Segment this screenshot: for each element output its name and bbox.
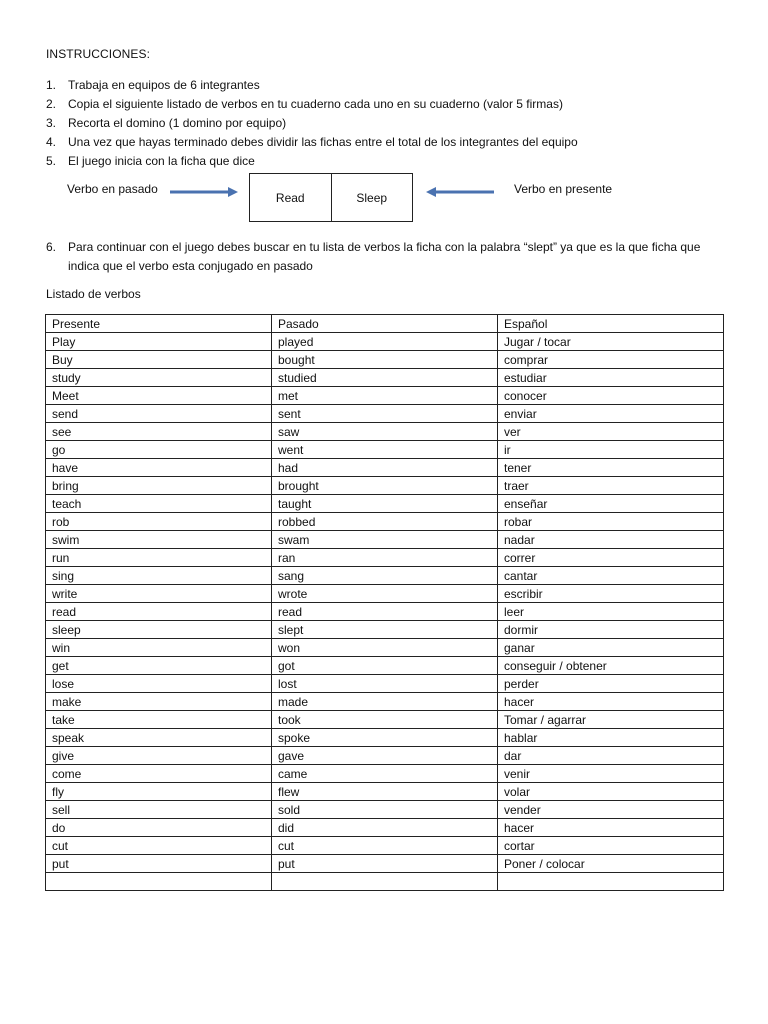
cell-espanol (498, 873, 724, 891)
table-row (46, 711, 724, 729)
cell-espanol: Poner / colocar (498, 855, 724, 873)
cell-pasado: flew (272, 783, 498, 801)
cell-pasado: bought (272, 351, 498, 369)
cell-espanol: conocer (498, 387, 724, 405)
cell-espanol: enviar (498, 405, 724, 423)
cell-espanol: perder (498, 675, 724, 693)
cell-presente: see (46, 423, 272, 441)
domino-tile (249, 173, 413, 222)
instruction-step: 3. Recorta el domino (1 domino por equipo) (46, 116, 287, 130)
table-row (46, 657, 724, 675)
table-row (46, 585, 724, 603)
instruction-step: 4. Una vez que hayas terminado debes dividir las fichas entre el total de los integrantes del equipo (46, 135, 578, 149)
table-row (46, 783, 724, 801)
table-header-row (46, 315, 724, 333)
instruction-step: 5. El juego inicia con la ficha que dice (46, 154, 255, 168)
cell-pasado: brought (272, 477, 498, 495)
cell-presente: make (46, 693, 272, 711)
cell-espanol: hablar (498, 729, 724, 747)
header-pasado: Pasado (272, 315, 498, 333)
cell-espanol: conseguir / obtener (498, 657, 724, 675)
cell-presente: have (46, 459, 272, 477)
arrow-left-icon (424, 186, 494, 198)
cell-presente: rob (46, 513, 272, 531)
table-row (46, 819, 724, 837)
table-row (46, 441, 724, 459)
cell-espanol: enseñar (498, 495, 724, 513)
cell-presente: teach (46, 495, 272, 513)
cell-espanol: cantar (498, 567, 724, 585)
cell-pasado: gave (272, 747, 498, 765)
cell-presente: get (46, 657, 272, 675)
cell-espanol: ir (498, 441, 724, 459)
cell-pasado: cut (272, 837, 498, 855)
cell-espanol: volar (498, 783, 724, 801)
cell-presente: Meet (46, 387, 272, 405)
table-row (46, 513, 724, 531)
cell-espanol: hacer (498, 693, 724, 711)
cell-pasado: slept (272, 621, 498, 639)
cell-pasado: had (272, 459, 498, 477)
cell-presente: Buy (46, 351, 272, 369)
cell-espanol: Tomar / agarrar (498, 711, 724, 729)
cell-pasado (272, 873, 498, 891)
cell-pasado: saw (272, 423, 498, 441)
instruction-step: 2. Copia el siguiente listado de verbos en tu cuaderno cada uno en su cuaderno (valor 5 firmas) (46, 97, 563, 111)
table-row (46, 423, 724, 441)
cell-pasado: lost (272, 675, 498, 693)
cell-presente: bring (46, 477, 272, 495)
table-row (46, 477, 724, 495)
cell-presente: sell (46, 801, 272, 819)
cell-espanol: leer (498, 603, 724, 621)
cell-pasado: played (272, 333, 498, 351)
domino-example (0, 172, 768, 222)
cell-pasado: got (272, 657, 498, 675)
cell-pasado: made (272, 693, 498, 711)
cell-presente: write (46, 585, 272, 603)
cell-presente: win (46, 639, 272, 657)
table-row (46, 729, 724, 747)
cell-pasado: won (272, 639, 498, 657)
cell-presente: take (46, 711, 272, 729)
cell-espanol: ver (498, 423, 724, 441)
table-row (46, 549, 724, 567)
cell-espanol: hacer (498, 819, 724, 837)
cell-espanol: ganar (498, 639, 724, 657)
cell-pasado: spoke (272, 729, 498, 747)
cell-pasado: robbed (272, 513, 498, 531)
cell-presente: study (46, 369, 272, 387)
cell-presente: run (46, 549, 272, 567)
table-row (46, 837, 724, 855)
cell-presente: do (46, 819, 272, 837)
cell-presente: go (46, 441, 272, 459)
cell-presente: lose (46, 675, 272, 693)
cell-presente: come (46, 765, 272, 783)
cell-espanol: cortar (498, 837, 724, 855)
cell-espanol: estudiar (498, 369, 724, 387)
verb-table (45, 314, 724, 891)
cell-pasado: came (272, 765, 498, 783)
cell-presente: cut (46, 837, 272, 855)
cell-presente: sing (46, 567, 272, 585)
verb-list-title: Listado de verbos (46, 287, 141, 301)
table-row (46, 459, 724, 477)
cell-presente: fly (46, 783, 272, 801)
cell-presente: Play (46, 333, 272, 351)
cell-pasado: sent (272, 405, 498, 423)
header-presente: Presente (46, 315, 272, 333)
cell-espanol: traer (498, 477, 724, 495)
table-row (46, 747, 724, 765)
cell-pasado: put (272, 855, 498, 873)
cell-espanol: venir (498, 765, 724, 783)
table-row (46, 675, 724, 693)
cell-espanol: robar (498, 513, 724, 531)
table-row (46, 855, 724, 873)
instruction-step-6 (46, 238, 726, 276)
cell-pasado: studied (272, 369, 498, 387)
cell-presente: send (46, 405, 272, 423)
table-row (46, 369, 724, 387)
table-row (46, 873, 724, 891)
domino-right-half: Sleep (356, 190, 388, 205)
cell-presente: put (46, 855, 272, 873)
header-espanol: Español (498, 315, 724, 333)
table-row (46, 351, 724, 369)
cell-espanol: nadar (498, 531, 724, 549)
cell-pasado: ran (272, 549, 498, 567)
instruction-step: 1. Trabaja en equipos de 6 integrantes (46, 78, 260, 92)
instruction-step: 6. Para continuar con el juego debes buscar en tu lista de verbos la ficha con la palabra “slept” ya que es la que ficha que indica que el verbo esta conjugado en pasado (46, 240, 701, 273)
table-row (46, 603, 724, 621)
label-past: Verbo en pasado (67, 182, 158, 196)
domino-left-half: Read (250, 174, 332, 221)
table-row (46, 333, 724, 351)
instruction-steps (46, 76, 736, 171)
cell-presente: speak (46, 729, 272, 747)
cell-presente: give (46, 747, 272, 765)
table-row (46, 531, 724, 549)
table-row (46, 405, 724, 423)
cell-espanol: dar (498, 747, 724, 765)
cell-espanol: tener (498, 459, 724, 477)
cell-espanol: vender (498, 801, 724, 819)
cell-presente: read (46, 603, 272, 621)
table-row (46, 567, 724, 585)
arrow-right-icon (170, 186, 240, 198)
table-row (46, 621, 724, 639)
table-row (46, 639, 724, 657)
cell-pasado: met (272, 387, 498, 405)
cell-espanol: comprar (498, 351, 724, 369)
cell-pasado: wrote (272, 585, 498, 603)
cell-pasado: went (272, 441, 498, 459)
cell-pasado: swam (272, 531, 498, 549)
cell-pasado: taught (272, 495, 498, 513)
table-row (46, 495, 724, 513)
cell-espanol: Jugar / tocar (498, 333, 724, 351)
cell-presente (46, 873, 272, 891)
table-row (46, 801, 724, 819)
cell-pasado: did (272, 819, 498, 837)
cell-espanol: escribir (498, 585, 724, 603)
cell-espanol: correr (498, 549, 724, 567)
cell-pasado: took (272, 711, 498, 729)
table-row (46, 693, 724, 711)
label-present: Verbo en presente (514, 182, 613, 196)
cell-presente: swim (46, 531, 272, 549)
cell-pasado: read (272, 603, 498, 621)
cell-pasado: sang (272, 567, 498, 585)
cell-presente: sleep (46, 621, 272, 639)
cell-espanol: dormir (498, 621, 724, 639)
table-row (46, 765, 724, 783)
cell-pasado: sold (272, 801, 498, 819)
instructions-title: INSTRUCCIONES: (46, 47, 151, 61)
table-row (46, 387, 724, 405)
